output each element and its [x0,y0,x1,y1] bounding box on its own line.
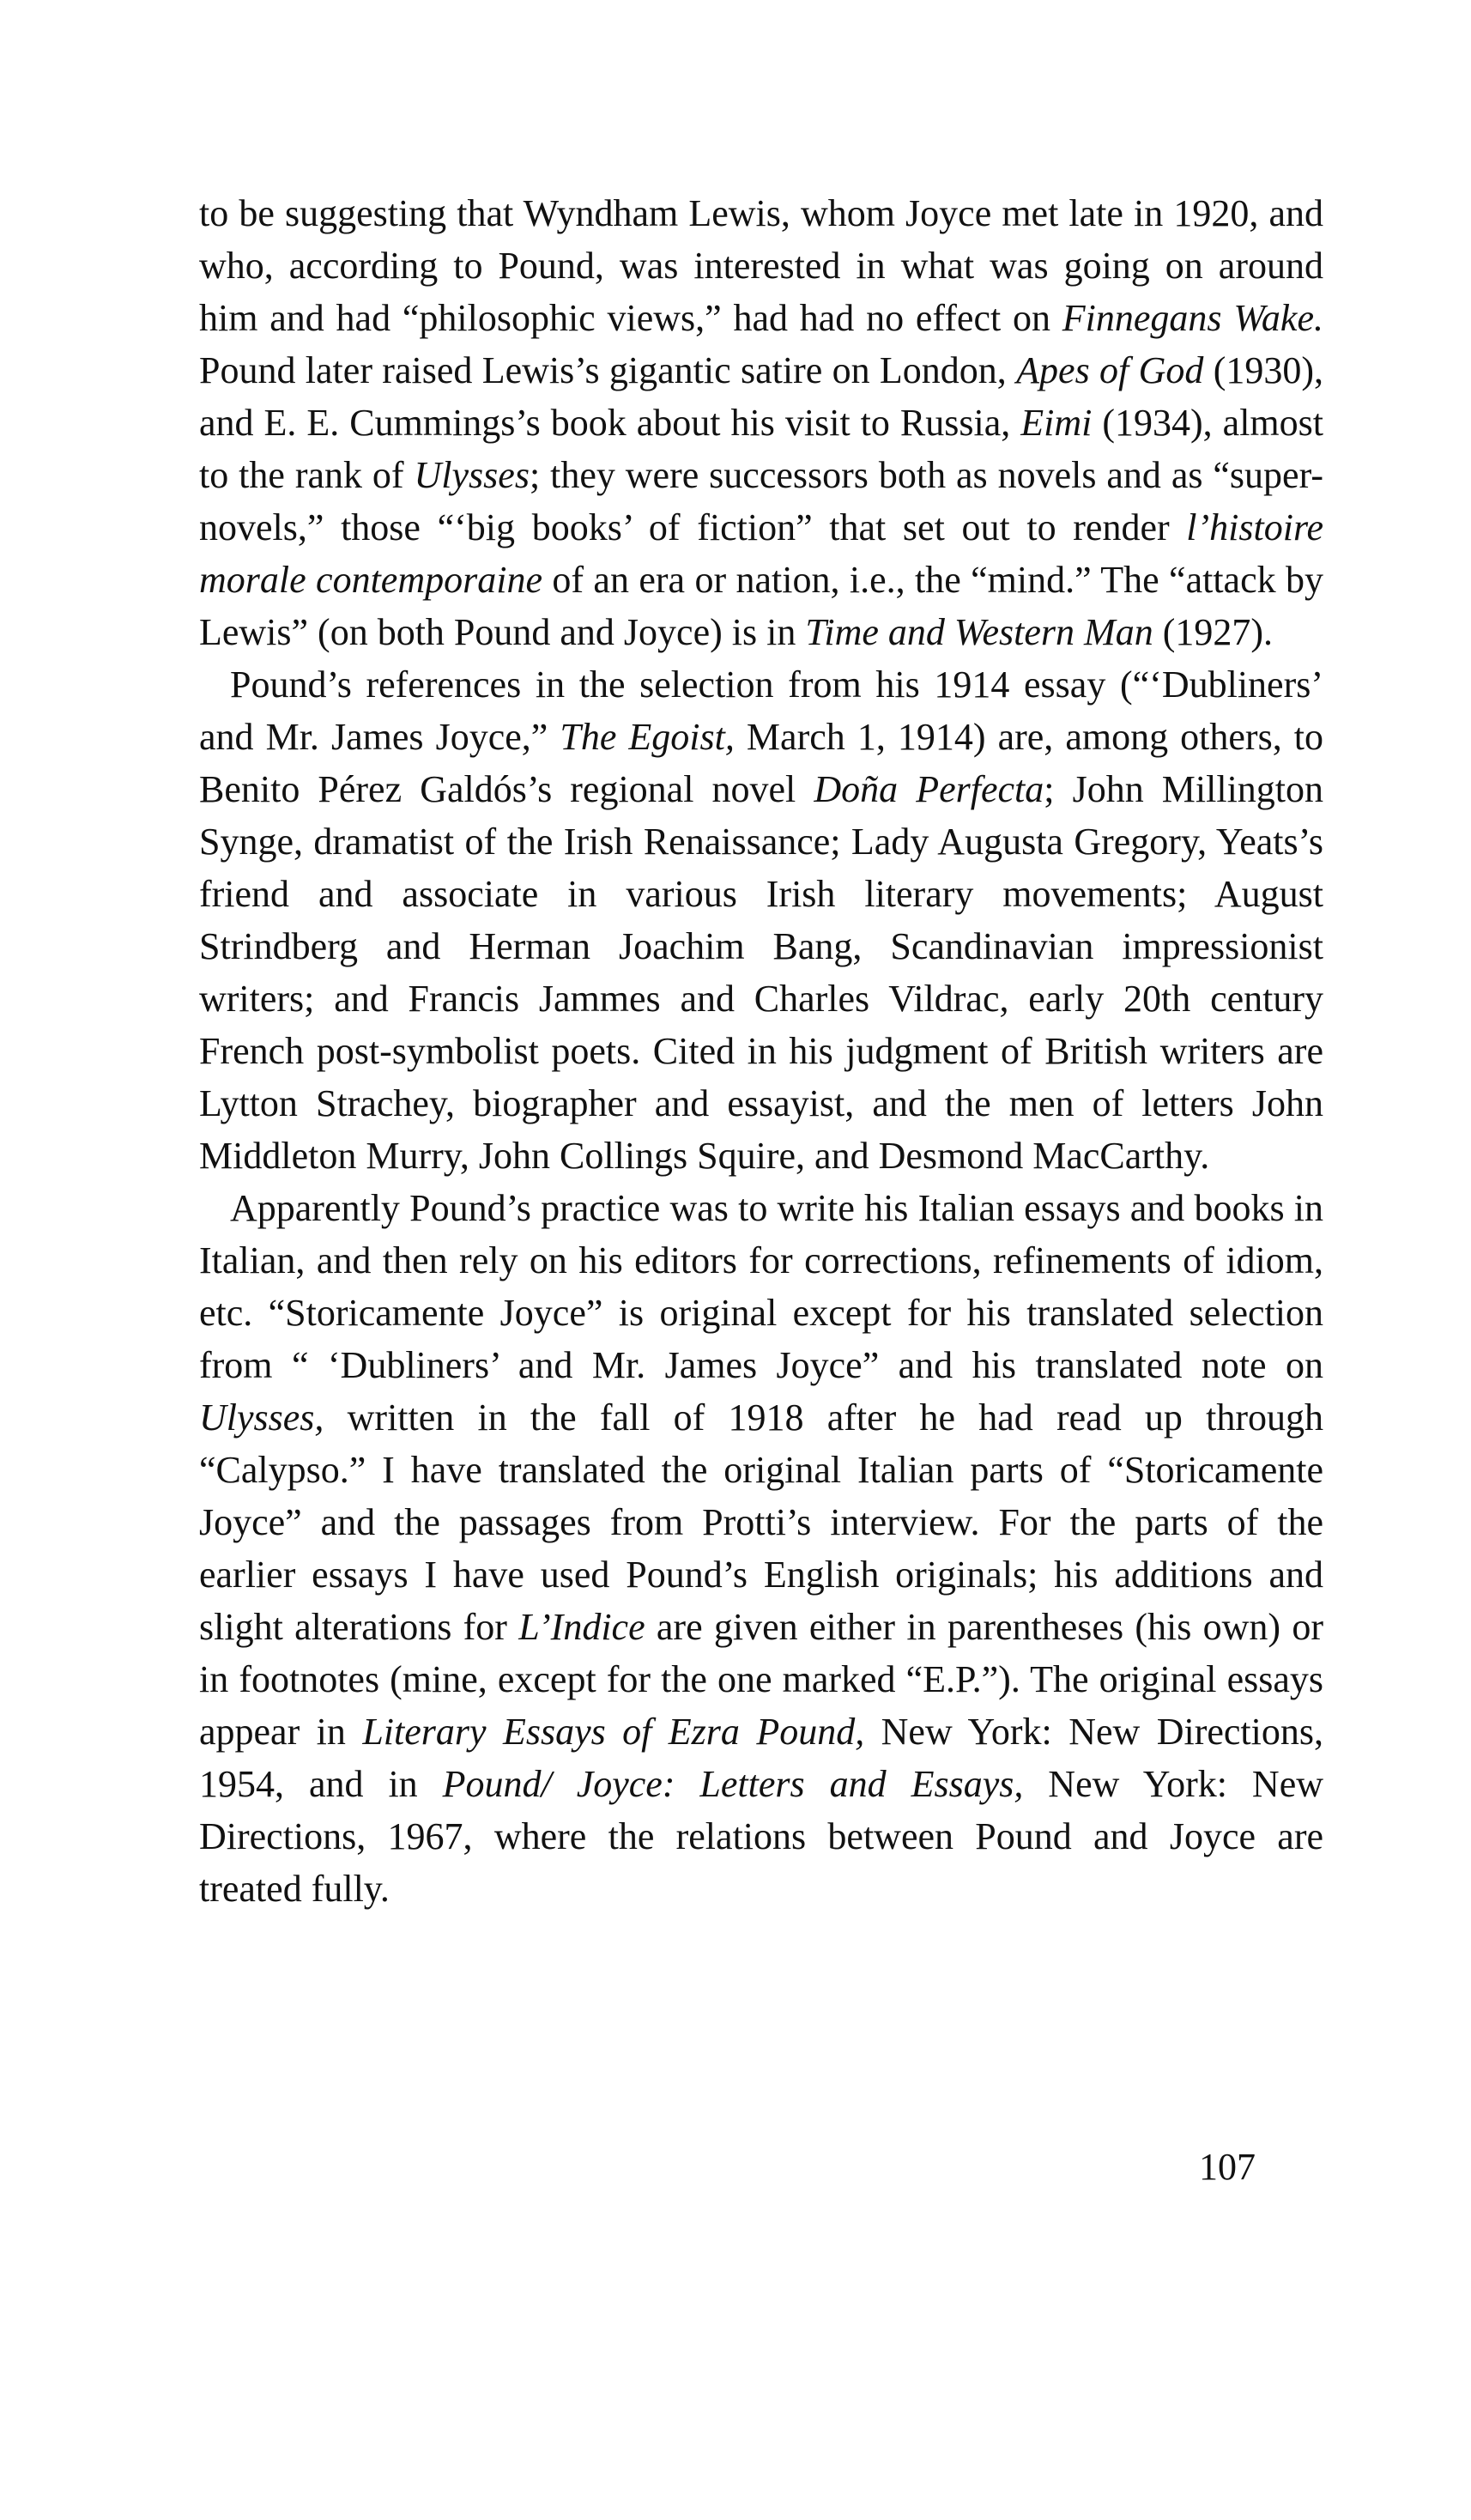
italic-title: L’Indice [518,1606,645,1648]
italic-title: Ulysses, [199,1396,324,1439]
paragraph-2 [199,658,1323,1182]
text-run: March 1, 1914) are, among others, to Benito Pérez Galdós’s regional novel [199,716,1323,810]
text-run: (1934), almost to the rank of [199,402,1323,496]
text-run: New York: New Directions, 1954, and in [199,1711,1323,1805]
text-run: Pound’s references in the selection from his 1914 essay (“‘Dubliners’ and Mr. James Joyce,” [199,663,1323,758]
paragraph-3 [199,1182,1323,1915]
italic-title: Time and Western Man [805,611,1153,653]
text-run: to be suggesting that Wyndham Lewis, whom Joyce met late in 1920, and who, according to Pound, was interested in what was going on around him and had “philosophic views,” had had no effect on [199,192,1323,339]
text-run: ; they were successors both as novels and as “super-novels,” those “‘big books’ of fiction” that set out to render [199,454,1323,548]
italic-title: Eimi [1020,402,1093,444]
italic-title: Apes of God [1016,349,1204,391]
text-run: ; John Millington Synge, dramatist of the Irish Renaissance; Lady Augusta Gregory, Yeats’s friend and associate in various Irish literary movements; August Strindberg and Herman Joachim Bang, Scandinavian impressionist writers; and Francis Jammes and Charles Vildrac, early 20th century French post-symbolist poets. Cited in his judgment of British writers are Lytton Strachey, biographer and essayist, and the men of letters John Middleton Murry, John Collings Squire, and Desmond MacCarthy. [199,768,1324,1177]
italic-title: Doña Perfecta [814,768,1044,810]
italic-title: Finnegans Wake. [1062,297,1323,339]
text-run: of an era or nation, i.e., the “mind.” The “attack by Lewis” (on both Pound and Joyce) is in [199,559,1323,653]
text-run: Pound later raised Lewis’s gigantic satire on London, [199,349,1017,391]
italic-title: The Egoist, [560,716,735,758]
page-number: 107 [1199,2146,1256,2188]
italic-title: Pound/ Joyce: Letters and Essays, [442,1763,1024,1805]
italic-title: Ulysses [414,454,530,496]
italic-title: l’histoire morale contemporaine [199,506,1323,601]
italic-title: Literary Essays of Ezra Pound, [362,1711,865,1753]
text-run: New York: New Directions, 1967, where the relations between Pound and Joyce are treated fully. [199,1763,1323,1910]
text-run: Apparently Pound’s practice was to write his Italian essays and books in Italian, and then rely on his editors for corrections, refinements of idiom, etc. “Storicamente Joyce” is original except for his translated selection from “ ‘Dubliners’ and Mr. James Joyce” and his translated note on [199,1187,1323,1386]
text-run: (1930), and E. E. Cummings’s book about his visit to Russia, [199,349,1323,444]
body-text [199,187,1323,1915]
paragraph-1 [199,187,1323,658]
text-run: are given either in parentheses (his own) or in footnotes (mine, except for the one marked “E.P.”). The original essays appear in [199,1606,1323,1753]
text-run: (1927). [1153,611,1274,653]
text-run: written in the fall of 1918 after he had read up through “Calypso.” I have translated the original Italian parts of “Storicamente Joyce” and the passages from Protti’s interview. For the parts of the earlier essays I have used Pound’s English originals; his additions and slight alterations for [199,1396,1323,1648]
